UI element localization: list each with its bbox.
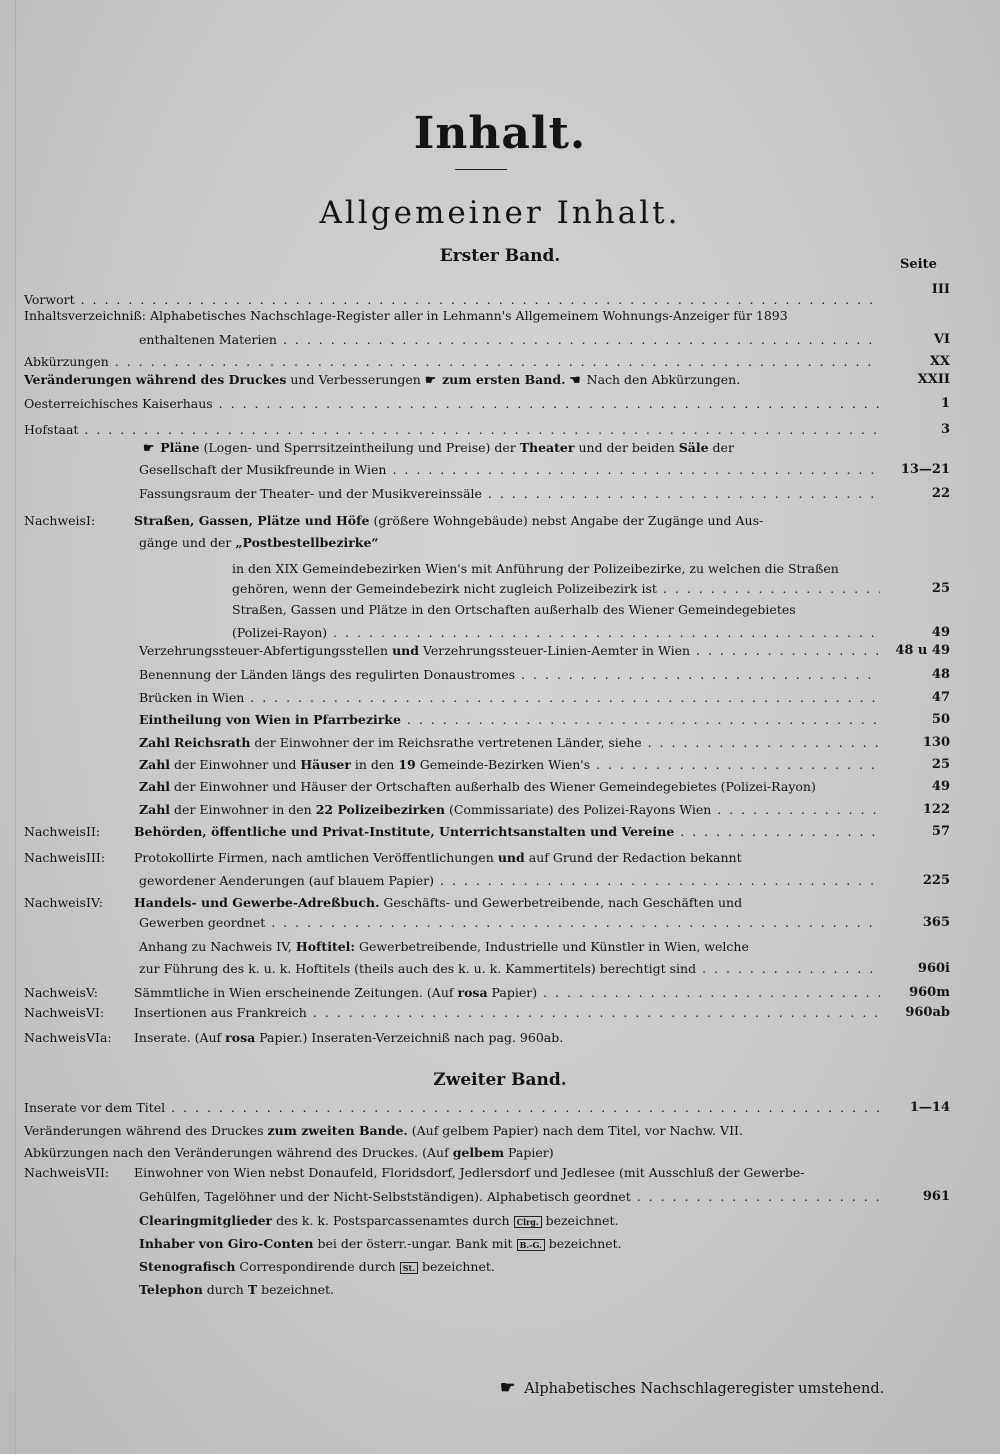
entry-bold: Hoftitel:: [295, 939, 356, 954]
entry-text: auf Grund der Redaction bekannt: [528, 850, 742, 865]
toc-row: [24, 460, 950, 480]
toc-entry-text: [24, 306, 880, 326]
toc-entry-text: [24, 352, 880, 372]
page-number: VI: [933, 332, 950, 347]
entry-label: Gehülfen, Tagelöhner und der Nicht-Selbstständigen). Alphabetisch geordnet: [139, 1189, 631, 1204]
entry-label: Straßen, Gassen und Plätze in den Ortschaften außerhalb des Wiener Gemeindegebietes: [232, 602, 796, 617]
toc-row: [24, 330, 950, 350]
page-number: 47: [931, 690, 950, 705]
toc-row: [24, 511, 950, 531]
toc-row: [24, 1211, 950, 1231]
toc-entry-text: [24, 755, 880, 775]
entry-bold: Pläne: [160, 440, 200, 455]
footer-text: Alphabetisches Nachschlageregister umstehend.: [524, 1381, 885, 1397]
pointing-hand-icon: ☚: [569, 372, 579, 387]
entry-text: bei der österr.-ungar. Bank mit: [317, 1236, 513, 1251]
page-number: 960i: [917, 961, 950, 976]
pointing-hand-icon: ☛: [143, 440, 153, 455]
toc-entry-text: [24, 1098, 880, 1118]
entry-label: (Polizei-Rayon): [232, 625, 328, 640]
toc-entry-text: [24, 733, 880, 753]
entry-bold: Behörden, öffentliche und Privat-Institute, Unterrichtsanstalten und Vereine: [133, 824, 675, 839]
nachweis-number: VI:: [86, 1005, 105, 1020]
toc-entry-text: [24, 800, 880, 820]
toc-row: [24, 822, 950, 842]
toc-row: [24, 1003, 950, 1023]
toc-entry-text: [24, 579, 880, 599]
entry-bold: Telephon: [139, 1282, 203, 1297]
toc-entry-text: [24, 871, 880, 891]
entry-text: Correspondirende durch: [239, 1259, 396, 1274]
toc-entry-text: [24, 460, 880, 480]
nachweis-label: Nachweis: [24, 513, 86, 528]
toc-row: [24, 777, 950, 797]
toc-entry-text: [24, 937, 880, 957]
toc-row: [24, 665, 950, 685]
entry-text: und der beiden: [578, 440, 675, 455]
toc-row: [24, 533, 950, 553]
entry-bold: Stenografisch: [139, 1259, 236, 1274]
entry-text: durch: [206, 1282, 244, 1297]
entry-label: Oesterreichisches Kaiserhaus: [24, 396, 213, 411]
entry-text: der Einwohner der im Reichsrathe vertretenen Länder, siehe: [254, 735, 642, 750]
toc-entry-text: [24, 1280, 880, 1300]
entry-bold: rosa: [457, 985, 488, 1000]
toc-row: [24, 913, 950, 933]
toc-entry-text: [24, 394, 880, 414]
entry-bold: zum zweiten Bande.: [267, 1123, 408, 1138]
toc-entry-text: [24, 822, 880, 842]
entry-text: bezeichnet.: [545, 1213, 619, 1228]
page-number: 960ab: [905, 1005, 950, 1020]
page-number: 49: [931, 625, 950, 640]
toc-row: [24, 983, 950, 1003]
nachweis-label: Nachweis: [24, 1030, 86, 1045]
telephone-symbol: T: [247, 1282, 258, 1297]
footer-note: [500, 1378, 884, 1398]
nachweis-number: VII:: [86, 1165, 110, 1180]
toc-row: [24, 579, 950, 599]
entry-label: Inserate vor dem Titel: [24, 1100, 166, 1115]
page-number: 50: [931, 712, 950, 727]
entry-label: enthaltenen Materien: [139, 332, 277, 347]
toc-row: [24, 1257, 950, 1277]
toc-entry-text: [24, 777, 880, 797]
toc-row: [24, 438, 950, 458]
entry-bold: 19: [398, 757, 416, 772]
page-number: 57: [931, 824, 950, 839]
page-number: XXII: [917, 372, 950, 387]
marker-box: Clrg.: [514, 1216, 542, 1228]
entry-text: Papier.) Inseraten-Verzeichniß nach pag. 960ab.: [259, 1030, 564, 1045]
pointing-hand-icon: ☛: [424, 372, 435, 387]
entry-label: Hofstaat: [24, 422, 79, 437]
toc-row: [24, 370, 950, 390]
toc-entry-text: [24, 484, 880, 504]
entry-bold: gelbem: [452, 1145, 505, 1160]
entry-text: Papier): [508, 1145, 554, 1160]
entry-text: Papier): [491, 985, 538, 1000]
toc-entry-text: [24, 1143, 880, 1163]
entry-label: Verzehrungssteuer-Abfertigungsstellen: [139, 643, 389, 658]
nachweis-number: VIa:: [86, 1030, 112, 1045]
entry-label: Einwohner von Wien nebst Donaufeld, Floridsdorf, Jedlersdorf und Jedlesee (mit Ausschluß der Gewerbe-: [133, 1165, 805, 1180]
entry-label: Anhang zu Nachweis IV,: [139, 939, 292, 954]
entry-text: (Auf gelbem Papier) nach dem Titel, vor Nachw. VII.: [411, 1123, 743, 1138]
toc-row: [24, 848, 950, 868]
toc-row: [24, 641, 950, 661]
entry-bold: Zahl: [139, 735, 171, 750]
page-number: 960m: [909, 985, 950, 1000]
toc-row: [24, 1098, 950, 1118]
page-number: 22: [931, 486, 950, 501]
toc-row: [24, 871, 950, 891]
entry-text: und Verbesserungen: [290, 372, 421, 387]
toc-row: [24, 893, 950, 913]
nachweis-label: Nachweis: [24, 1165, 86, 1180]
entry-text: bezeichnet.: [261, 1282, 335, 1297]
toc-entry-text: [24, 1121, 880, 1141]
toc-row: [24, 559, 950, 579]
entry-label: Veränderungen während des Druckes: [24, 1123, 264, 1138]
nachweis-label: Nachweis: [24, 1005, 86, 1020]
page-number: 130: [922, 735, 950, 750]
page-title: Inhalt.: [413, 108, 587, 159]
entry-label: zur Führung des k. u. k. Hoftitels (theils auch des k. u. k. Kammertitels) berechtigt sind: [139, 961, 697, 976]
entry-bold: Reichsrath: [174, 735, 251, 750]
entry-bold: Zahl: [139, 779, 171, 794]
entry-bold: Säle: [678, 440, 709, 455]
entry-bold: Häuser: [300, 757, 351, 772]
nachweis-label: Nachweis: [24, 895, 86, 910]
toc-entry-text: [24, 848, 880, 868]
entry-text: (größere Wohngebäude) nebst Angabe der Zugänge und Aus-: [373, 513, 764, 528]
entry-text: der Einwohner und Häuser der Ortschaften außerhalb des Wiener Gemeindegebietes (Polizei-Rayon): [174, 779, 816, 794]
page-number: 225: [922, 873, 950, 888]
toc-row: [24, 733, 950, 753]
entry-text: Geschäfts- und Gewerbetreibende, nach Geschäften und: [383, 895, 743, 910]
entry-text: Gemeinde-Bezirken Wien's: [419, 757, 591, 772]
toc-entry-text: [24, 913, 880, 933]
entry-bold: Handels- und Gewerbe-Adreßbuch.: [133, 895, 380, 910]
entry-bold: Zahl: [139, 757, 171, 772]
nachweis-label: Nachweis: [24, 824, 86, 839]
toc-entry-text: [24, 710, 880, 730]
toc-entry-text: [24, 665, 880, 685]
toc-row: [24, 1234, 950, 1254]
entry-label: Insertionen aus Frankreich: [133, 1005, 307, 1020]
band1-heading: Erster Band.: [439, 246, 561, 266]
toc-entry-text: [24, 1257, 880, 1277]
toc-row: [24, 420, 950, 440]
toc-row: [24, 1028, 950, 1048]
marker-box: St.: [400, 1262, 418, 1274]
page-number: 122: [922, 802, 950, 817]
toc-entry-text: [24, 1163, 880, 1183]
toc-row: [24, 1187, 950, 1207]
entry-bold: Straßen, Gassen, Plätze und Höfe: [133, 513, 370, 528]
entry-label: Gesellschaft der Musikfreunde in Wien: [139, 462, 387, 477]
marker-box: B.-G.: [517, 1239, 545, 1251]
toc-entry-text: [24, 1234, 880, 1254]
entry-label: Protokollirte Firmen, nach amtlichen Veröffentlichungen: [133, 850, 494, 865]
page-number: 48 u 49: [895, 643, 950, 658]
toc-entry-text: [24, 533, 880, 553]
entry-label: in den XIX Gemeindebezirken Wien's mit Anführung der Polizeibezirke, zu welchen die Straßen: [232, 561, 839, 576]
entry-bold: Clearingmitglieder: [139, 1213, 273, 1228]
toc-row: [24, 394, 950, 414]
toc-entry-text: [24, 1211, 880, 1231]
toc-row: [24, 800, 950, 820]
toc-entry-text: [24, 370, 880, 390]
seite-label: Seite: [900, 257, 937, 272]
toc-row: [24, 710, 950, 730]
toc-row: [24, 1121, 950, 1141]
nachweis-number: III:: [86, 850, 106, 865]
nachweis-number: V:: [86, 985, 98, 1000]
entry-text: des k. k. Postsparcassenamtes durch: [276, 1213, 510, 1228]
entry-label: Inhaltsverzeichniß: Alphabetisches Nachschlage-Register aller in Lehmann's Allgemeinem Wohnungs-Anzeiger für 1893: [24, 308, 788, 323]
entry-label: gehören, wenn der Gemeindebezirk nicht zugleich Polizeibezirk ist: [232, 581, 657, 596]
entry-label: Brücken in Wien: [139, 690, 245, 705]
entry-text: bezeichnet.: [421, 1259, 495, 1274]
entry-label: Sämmtliche in Wien erscheinende Zeitungen. (Auf: [133, 985, 454, 1000]
toc-row: [24, 1280, 950, 1300]
page-number: XX: [929, 354, 950, 369]
toc-entry-text: [24, 559, 880, 579]
entry-bold: Eintheilung von Wien in Pfarrbezirke: [139, 712, 401, 727]
toc-entry-text: [24, 623, 880, 643]
entry-bold: Zahl: [139, 802, 171, 817]
entry-text: der Einwohner und: [174, 757, 297, 772]
entry-bold: Veränderungen während des Druckes: [24, 372, 287, 387]
entry-label: Fassungsraum der Theater- und der Musikvereinssäle: [139, 486, 482, 501]
toc-row: [24, 755, 950, 775]
toc-entry-text: [24, 511, 880, 531]
toc-entry-text: [24, 641, 880, 661]
toc-entry-text: [24, 893, 880, 913]
band2-heading: Zweiter Band.: [433, 1070, 567, 1090]
entry-text: bezeichnet.: [548, 1236, 622, 1251]
toc-entry-text: [24, 330, 880, 350]
page-number: 1—14: [909, 1100, 950, 1115]
toc-entry-text: [24, 1187, 880, 1207]
toc-entry-text: [24, 600, 880, 620]
entry-text: (Commissariate) des Polizei-Rayons Wien: [448, 802, 712, 817]
toc-entry-text: [24, 959, 880, 979]
entry-label: Benennung der Länden längs des regulirten Donaustromes: [139, 667, 516, 682]
entry-bold: „Postbestellbezirke“: [235, 535, 379, 550]
entry-label: Abkürzungen: [24, 354, 109, 369]
toc-row: [24, 959, 950, 979]
page-number: 1: [940, 396, 950, 411]
toc-row: [24, 306, 950, 326]
page-number: III: [931, 282, 950, 297]
entry-text: (Logen- und Sperrsitzeintheilung und Preise) der: [203, 440, 516, 455]
toc-row: [24, 352, 950, 372]
entry-bold: Inhaber von Giro-Conten: [139, 1236, 314, 1251]
toc-row: [24, 600, 950, 620]
page-subtitle: Allgemeiner Inhalt.: [319, 195, 681, 231]
entry-label: Vorwort: [24, 292, 75, 307]
entry-text: der Einwohner in den: [174, 802, 312, 817]
toc-row: [24, 1143, 950, 1163]
entry-label: gänge und der: [139, 535, 232, 550]
entry-text: Verzehrungssteuer-Linien-Aemter in Wien: [423, 643, 691, 658]
entry-text: Nach den Abkürzungen.: [586, 372, 741, 387]
page-number: 3: [940, 422, 950, 437]
toc-entry-text: [24, 983, 880, 1003]
entry-bold: rosa: [225, 1030, 256, 1045]
nachweis-number: I:: [86, 513, 96, 528]
entry-text: in den: [354, 757, 395, 772]
nachweis-label: Nachweis: [24, 850, 86, 865]
entry-label: Abkürzungen nach den Veränderungen während des Druckes. (Auf: [24, 1145, 449, 1160]
toc-entry-text: [24, 688, 880, 708]
nachweis-label: Nachweis: [24, 985, 86, 1000]
entry-label: Inserate. (Auf: [133, 1030, 222, 1045]
toc-entry-text: [24, 438, 880, 458]
toc-row: [24, 623, 950, 643]
toc-row: [24, 1163, 950, 1183]
page-number: 13—21: [900, 462, 950, 477]
entry-label: Gewerben geordnet: [139, 915, 266, 930]
page-number: 49: [931, 779, 950, 794]
toc-entry-text: [24, 420, 880, 440]
toc-row: [24, 937, 950, 957]
toc-entry-text: [24, 1003, 880, 1023]
toc-entry-text: [24, 1028, 880, 1048]
entry-label: gewordener Aenderungen (auf blauem Papier): [139, 873, 435, 888]
entry-text: der: [712, 440, 734, 455]
entry-bold: und: [392, 643, 420, 658]
page-number: 25: [931, 757, 950, 772]
entry-bold: Theater: [519, 440, 575, 455]
entry-bold: zum ersten Band.: [442, 372, 566, 387]
pointing-hand-icon: ☛: [500, 1378, 513, 1398]
page-number: 25: [931, 581, 950, 596]
entry-text: Gewerbetreibende, Industrielle und Künstler in Wien, welche: [359, 939, 749, 954]
entry-bold: und: [497, 850, 525, 865]
toc-row: [24, 688, 950, 708]
entry-bold: 22 Polizeibezirken: [315, 802, 445, 817]
nachweis-number: II:: [86, 824, 101, 839]
page-number: 961: [922, 1189, 950, 1204]
page-number: 48: [931, 667, 950, 682]
page-number: 365: [922, 915, 950, 930]
title-rule: [455, 169, 507, 170]
nachweis-number: IV:: [86, 895, 103, 910]
toc-row: [24, 484, 950, 504]
